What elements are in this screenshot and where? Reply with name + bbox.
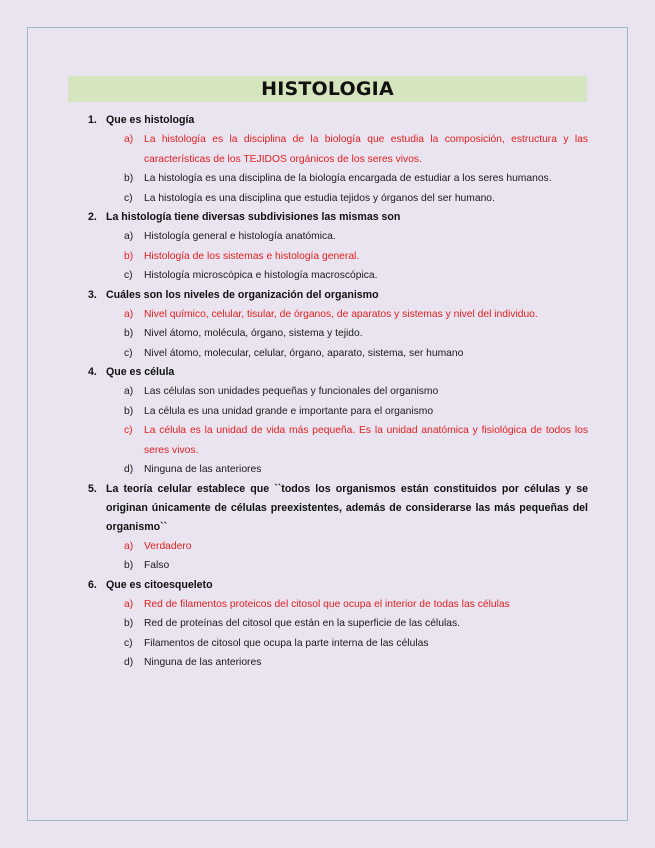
question-text: Que es célula bbox=[106, 366, 175, 378]
option bbox=[88, 324, 588, 344]
option-text: Ninguna de las anteriores bbox=[144, 657, 262, 668]
document-page bbox=[27, 27, 628, 821]
option-text: Red de proteínas del citosol que están en la superficie de las células. bbox=[144, 618, 460, 629]
option-letter: b) bbox=[124, 250, 134, 262]
option-list bbox=[88, 537, 588, 576]
option-letter: b) bbox=[124, 173, 134, 184]
question-number: 6. bbox=[88, 578, 97, 591]
question-list bbox=[88, 111, 588, 673]
option-letter: a) bbox=[124, 134, 134, 145]
question-number: 4. bbox=[88, 366, 97, 378]
option-text: Histología microscópica e histología macroscópica. bbox=[144, 270, 378, 281]
option-correct bbox=[88, 595, 588, 615]
option-text: Ninguna de las anteriores bbox=[144, 464, 262, 475]
title-band bbox=[68, 76, 587, 102]
option-letter: a) bbox=[124, 598, 134, 610]
option-list bbox=[88, 130, 588, 208]
question-heading bbox=[88, 111, 588, 130]
question-text: La teoría celular establece que ``todos los organismos están constituidos por células y se originan únicamente de células preexistentes, además de considerarse las más pequeñas del organismo`` bbox=[106, 482, 588, 533]
question-text: La histología tiene diversas subdivisiones las mismas son bbox=[106, 211, 401, 223]
question-heading bbox=[88, 576, 588, 595]
option-correct bbox=[88, 421, 588, 460]
option bbox=[88, 402, 588, 422]
option-text: Red de filamentos proteicos del citosol que ocupa el interior de todas las células bbox=[144, 598, 510, 610]
option bbox=[88, 614, 588, 634]
question-item bbox=[88, 363, 588, 480]
option-text: La célula es una unidad grande e importante para el organismo bbox=[144, 405, 434, 417]
page-title: HISTOLOGIA bbox=[261, 78, 394, 100]
question-item bbox=[88, 111, 588, 208]
option-letter: c) bbox=[124, 637, 133, 649]
option-text: Histología de los sistemas e histología general. bbox=[144, 250, 360, 262]
option-text: Histología general e histología anatómica. bbox=[144, 231, 336, 242]
question-text: Que es histología bbox=[106, 114, 195, 126]
option bbox=[88, 189, 588, 209]
option-letter: a) bbox=[124, 540, 134, 552]
option-correct bbox=[88, 305, 588, 325]
question-number: 5. bbox=[88, 482, 97, 495]
option-letter: c) bbox=[124, 270, 133, 281]
option-letter: c) bbox=[124, 425, 133, 436]
question-number: 1. bbox=[88, 114, 97, 126]
option-letter: a) bbox=[124, 386, 134, 397]
option-text: La histología es una disciplina que estudia tejidos y órganos del ser humano. bbox=[144, 192, 495, 204]
option-letter: c) bbox=[124, 347, 133, 359]
option-correct bbox=[88, 537, 588, 557]
option-text: Verdadero bbox=[144, 540, 192, 552]
option-letter: a) bbox=[124, 231, 134, 242]
question-item bbox=[88, 208, 588, 286]
option-text: Nivel químico, celular, tisular, de órganos, de aparatos y sistemas y nivel del individuo. bbox=[144, 308, 538, 320]
option-text: Falso bbox=[144, 560, 170, 571]
option-correct bbox=[88, 130, 588, 169]
option-list bbox=[88, 382, 588, 480]
option bbox=[88, 382, 588, 402]
option-text: Las células son unidades pequeñas y funcionales del organismo bbox=[144, 386, 439, 397]
option-text: Nivel átomo, molécula, órgano, sistema y tejido. bbox=[144, 328, 363, 339]
option-letter: d) bbox=[124, 464, 134, 475]
question-item bbox=[88, 576, 588, 673]
question-text: Que es citoesqueleto bbox=[106, 578, 213, 591]
option-list bbox=[88, 595, 588, 673]
question-number: 3. bbox=[88, 288, 97, 301]
option bbox=[88, 460, 588, 480]
question-number: 2. bbox=[88, 211, 97, 223]
option-letter: b) bbox=[124, 405, 134, 417]
option-letter: b) bbox=[124, 328, 134, 339]
option-letter: b) bbox=[124, 560, 134, 571]
option-list bbox=[88, 227, 588, 286]
option-text: La histología es la disciplina de la biología que estudia la composición, estructura y las características de los TEJIDOS orgánicos de los seres vivos. bbox=[144, 134, 588, 165]
question-heading bbox=[88, 286, 588, 305]
option-list bbox=[88, 305, 588, 364]
option-text: Filamentos de citosol que ocupa la parte interna de las células bbox=[144, 637, 429, 649]
question-text: Cuáles son los niveles de organización del organismo bbox=[106, 288, 379, 301]
question-heading bbox=[88, 480, 588, 537]
question-heading bbox=[88, 208, 588, 227]
option bbox=[88, 266, 588, 286]
option-letter: c) bbox=[124, 192, 133, 204]
option-letter: d) bbox=[124, 657, 134, 668]
question-item bbox=[88, 286, 588, 364]
option-letter: a) bbox=[124, 308, 134, 320]
option-letter: b) bbox=[124, 618, 134, 629]
option-text: Nivel átomo, molecular, celular, órgano, aparato, sistema, ser humano bbox=[144, 347, 464, 359]
option bbox=[88, 344, 588, 364]
option bbox=[88, 556, 588, 576]
question-item bbox=[88, 480, 588, 576]
option-correct bbox=[88, 247, 588, 267]
option bbox=[88, 169, 588, 189]
option bbox=[88, 227, 588, 247]
option-text: La célula es la unidad de vida más pequeña. Es la unidad anatómica y fisiológica de todos los seres vivos. bbox=[144, 425, 588, 456]
option bbox=[88, 653, 588, 673]
option bbox=[88, 634, 588, 654]
option-text: La histología es una disciplina de la biología encargada de estudiar a los seres humanos. bbox=[144, 173, 552, 184]
question-heading bbox=[88, 363, 588, 382]
